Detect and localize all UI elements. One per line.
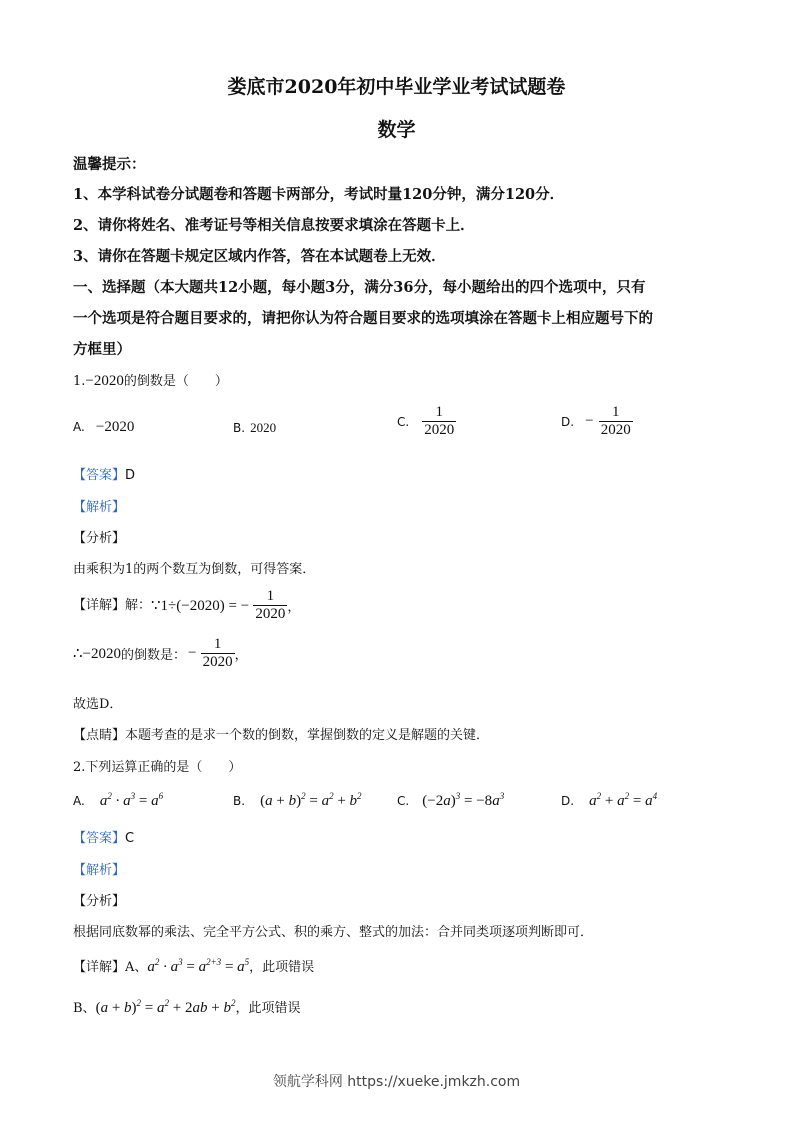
q1-fenxi-tag: 【分析】 xyxy=(73,531,126,546)
q2-answer: 【答案】C xyxy=(73,831,135,846)
q2-option-c-expr: $(-2a)^3 = -8a^3$ xyxy=(422,791,505,809)
section1-line-3: 方框里） xyxy=(73,341,131,358)
q1-therefore: ∴−2020的倒数是： − $\frac{1}{2020}$ ， xyxy=(73,636,248,670)
q1-option-a: A. −2020 xyxy=(73,419,135,435)
q1-answer: 【答案】D xyxy=(73,468,136,483)
q2-fenxi-tag: 【分析】 xyxy=(73,894,126,909)
tip-item-3: 3、请你在答题卡规定区域内作答，答在本试题卷上无效． xyxy=(73,248,446,265)
q1-option-b: B. 2020 xyxy=(233,420,277,435)
tips-heading: 温馨提示： xyxy=(73,156,146,173)
q1-option-d-fraction: $\frac{1}{2020}$ xyxy=(600,404,631,438)
section1-line-2: 一个选项是符合题目要求的，请把你认为符合题目要求的选项填涂在答题卡上相应题号下的 xyxy=(73,310,653,327)
q2-fenxi-text: 根据同底数幂的乘法、完全平方公式、积的乘方、整式的加法：合并同类项逐项判断即可． xyxy=(73,925,594,940)
q1-option-d: D. − $\frac{1}{2020}$ xyxy=(561,404,631,438)
tip-item-1: 1、本学科试卷分试题卷和答题卡两部分，考试时量120分钟，满分120分． xyxy=(73,186,565,203)
q2-analysis-tag: 【解析】 xyxy=(73,863,126,878)
q2-stem: 2.下列运算正确的是（ ） xyxy=(73,760,242,775)
document-title: 娄底市2020年初中毕业学业考试试题卷 xyxy=(227,76,566,98)
q1-fenxi-text: 由乘积为1的两个数互为倒数，可得答案． xyxy=(73,562,316,577)
q2-detail-a-expr: $a^2 \cdot a^3 = a^{2+3} = a^5$ xyxy=(147,957,250,975)
q1-option-c: C. $\frac{1}{2020}$ xyxy=(397,404,455,438)
footer-watermark: 领航学科网 https://xueke.jmkzh.com xyxy=(272,1074,521,1090)
tip-item-2: 2、请你将姓名、准考证号等相关信息按要求填涂在答题卡上． xyxy=(73,217,475,234)
q2-detail-a: 【详解】A、$a^2 \cdot a^3 = a^{2+3} = a^5$，此项错误 xyxy=(73,957,315,975)
q1-choose: 故选D． xyxy=(73,697,123,712)
q2-detail-b-expr: $(a + b)^2 = a^2 + 2ab + b^2$ xyxy=(95,998,236,1016)
q2-detail-b: B、$(a + b)^2 = a^2 + 2ab + b^2$，此项错误 xyxy=(73,998,301,1016)
q2-option-a-expr: $a^2 \cdot a^3 = a^6$ xyxy=(99,791,164,809)
q1-stem: 1.−2020的倒数是（ ） xyxy=(73,373,228,389)
section1-line-1: 一、选择题（本大题共12小题，每小题3分，满分36分，每小题给出的四个选项中，只有 xyxy=(73,279,646,296)
q2-option-d: D. $a^2 + a^2 = a^4$ xyxy=(561,791,658,809)
q1-dianjing: 【点睛】本题考查的是求一个数的倒数，掌握倒数的定义是解题的关键． xyxy=(73,728,490,743)
q2-option-a: A. $a^2 \cdot a^3 = a^6$ xyxy=(73,791,164,809)
q2-option-b-expr: $(a + b)^2 = a^2 + b^2$ xyxy=(260,791,362,809)
subject-title: 数学 xyxy=(377,119,416,141)
q2-option-c: C. $(-2a)^3 = -8a^3$ xyxy=(397,791,505,809)
q1-detail-fraction: $\frac{1}{2020}$ xyxy=(255,588,286,622)
q1-detail: 【详解】解：∵1÷(−2020) = − $\frac{1}{2020}$ ， xyxy=(73,588,301,622)
q1-therefore-fraction: $\frac{1}{2020}$ xyxy=(202,636,233,670)
q2-option-d-expr: $a^2 + a^2 = a^4$ xyxy=(589,791,658,809)
q2-option-b: B. $(a + b)^2 = a^2 + b^2$ xyxy=(233,791,362,809)
q1-option-c-fraction: $\frac{1}{2020}$ xyxy=(424,404,455,438)
q1-analysis-tag: 【解析】 xyxy=(73,500,126,515)
